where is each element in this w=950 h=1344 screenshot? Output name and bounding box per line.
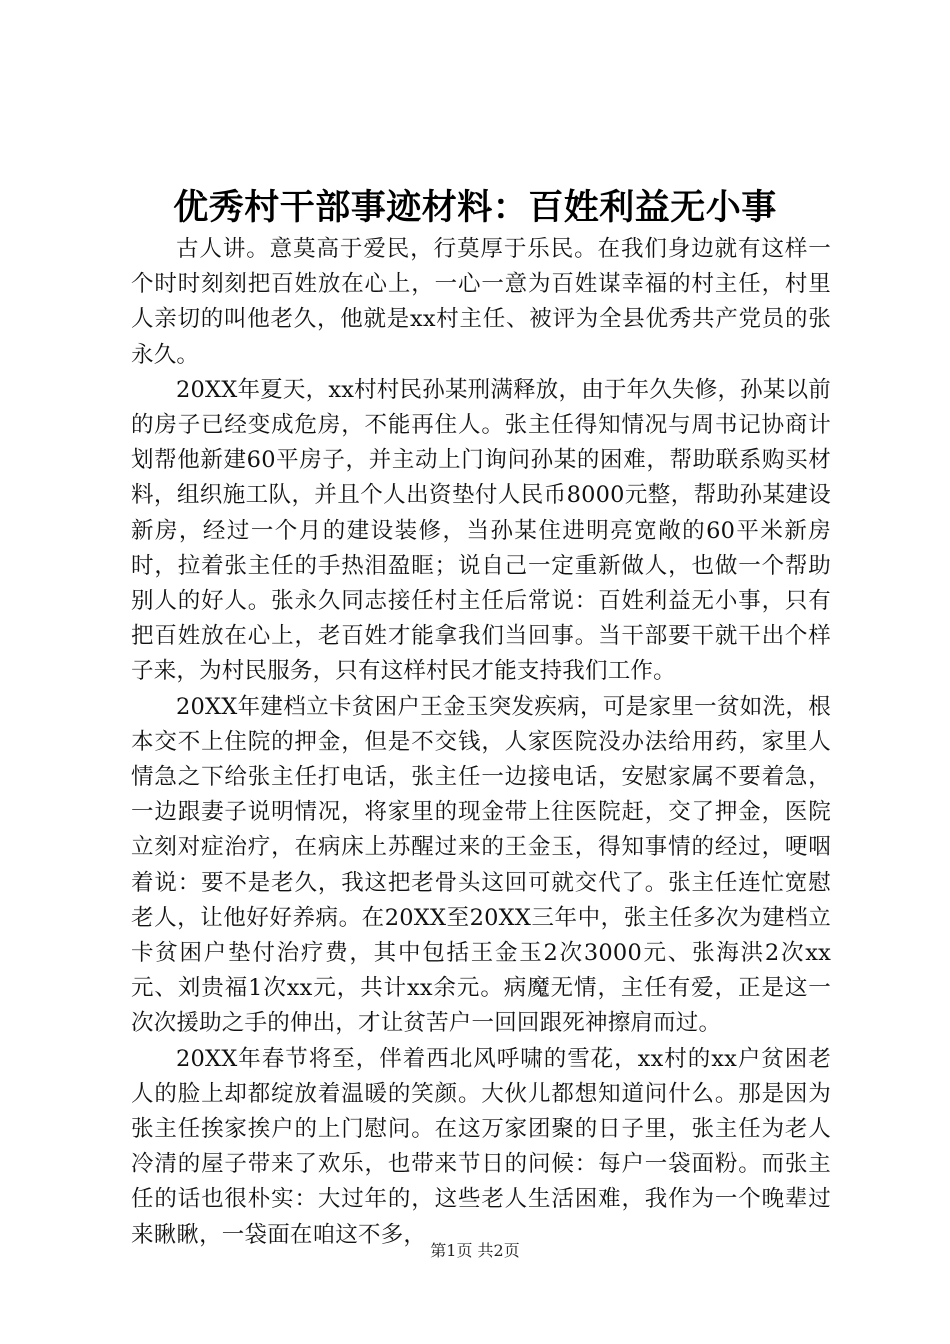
- paragraph-1: 古人讲。意莫高于爱民，行莫厚于乐民。在我们身边就有这样一个时时刻刻把百姓放在心上，一心一意为百姓谋幸福的村主任，村里人亲切的叫他老久，他就是xx村主任、被评为全县优秀共产党员的张永久。: [131, 236, 831, 368]
- paragraph-4: 20XX年春节将至，伴着西北风呼啸的雪花，xx村的xx户贫困老人的脸上却都绽放着温暖的笑颜。大伙儿都想知道问什么。那是因为张主任挨家挨户的上门慰问。在这万家团聚的日子里，张主任为老人冷清的屋子带来了欢乐，也带来节日的问候：每户一袋面粉。而张主任的话也很朴实：大过年的，这些老人生活困难，我作为一个晚辈过来瞅瞅，一袋面在咱这不多，: [131, 1045, 831, 1248]
- document-body: [131, 232, 831, 1253]
- paragraph-2: 20XX年夏天，xx村村民孙某刑满释放，由于年久失修，孙某以前的房子已经变成危房，不能再住人。张主任得知情况与周书记协商计划帮他新建60平房子，并主动上门询问孙某的困难，帮助联系购买材料，组织施工队，并且个人出资垫付人民币8000元整，帮助孙某建设新房，经过一个月的建设装修，当孙某住进明亮宽敞的60平米新房时，拉着张主任的手热泪盈眶；说自己一定重新做人，也做一个帮助别人的好人。张永久同志接任村主任后常说：百姓利益无小事，只有把百姓放在心上，老百姓才能拿我们当回事。当干部要干就干出个样子来，为村民服务，只有这样村民才能支持我们工作。: [131, 376, 831, 685]
- page-footer: 第1页 共2页: [430, 1241, 520, 1260]
- document-title: 优秀村干部事迹材料：百姓利益无小事: [173, 187, 777, 228]
- paragraph-3: 20XX年建档立卡贫困户王金玉突发疾病，可是家里一贫如洗，根本交不上住院的押金，但是不交钱，人家医院没办法给用药，家里人情急之下给张主任打电话，张主任一边接电话，安慰家属不要着急，一边跟妻子说明情况，将家里的现金带上往医院赶，交了押金，医院立刻对症治疗，在病床上苏醒过来的王金玉，得知事情的经过，哽咽着说：要不是老久，我这把老骨头这回可就交代了。张主任连忙宽慰老人，让他好好养病。在20XX至20XX三年中，张主任多次为建档立卡贫困户垫付治疗费，其中包括王金玉2次3000元、张海洪2次xx元、刘贵福1次xx元，共计xx余元。病魔无情，主任有爱，正是这一次次援助之手的伸出，才让贫苦户一回回跟死神擦肩而过。: [131, 693, 831, 1037]
